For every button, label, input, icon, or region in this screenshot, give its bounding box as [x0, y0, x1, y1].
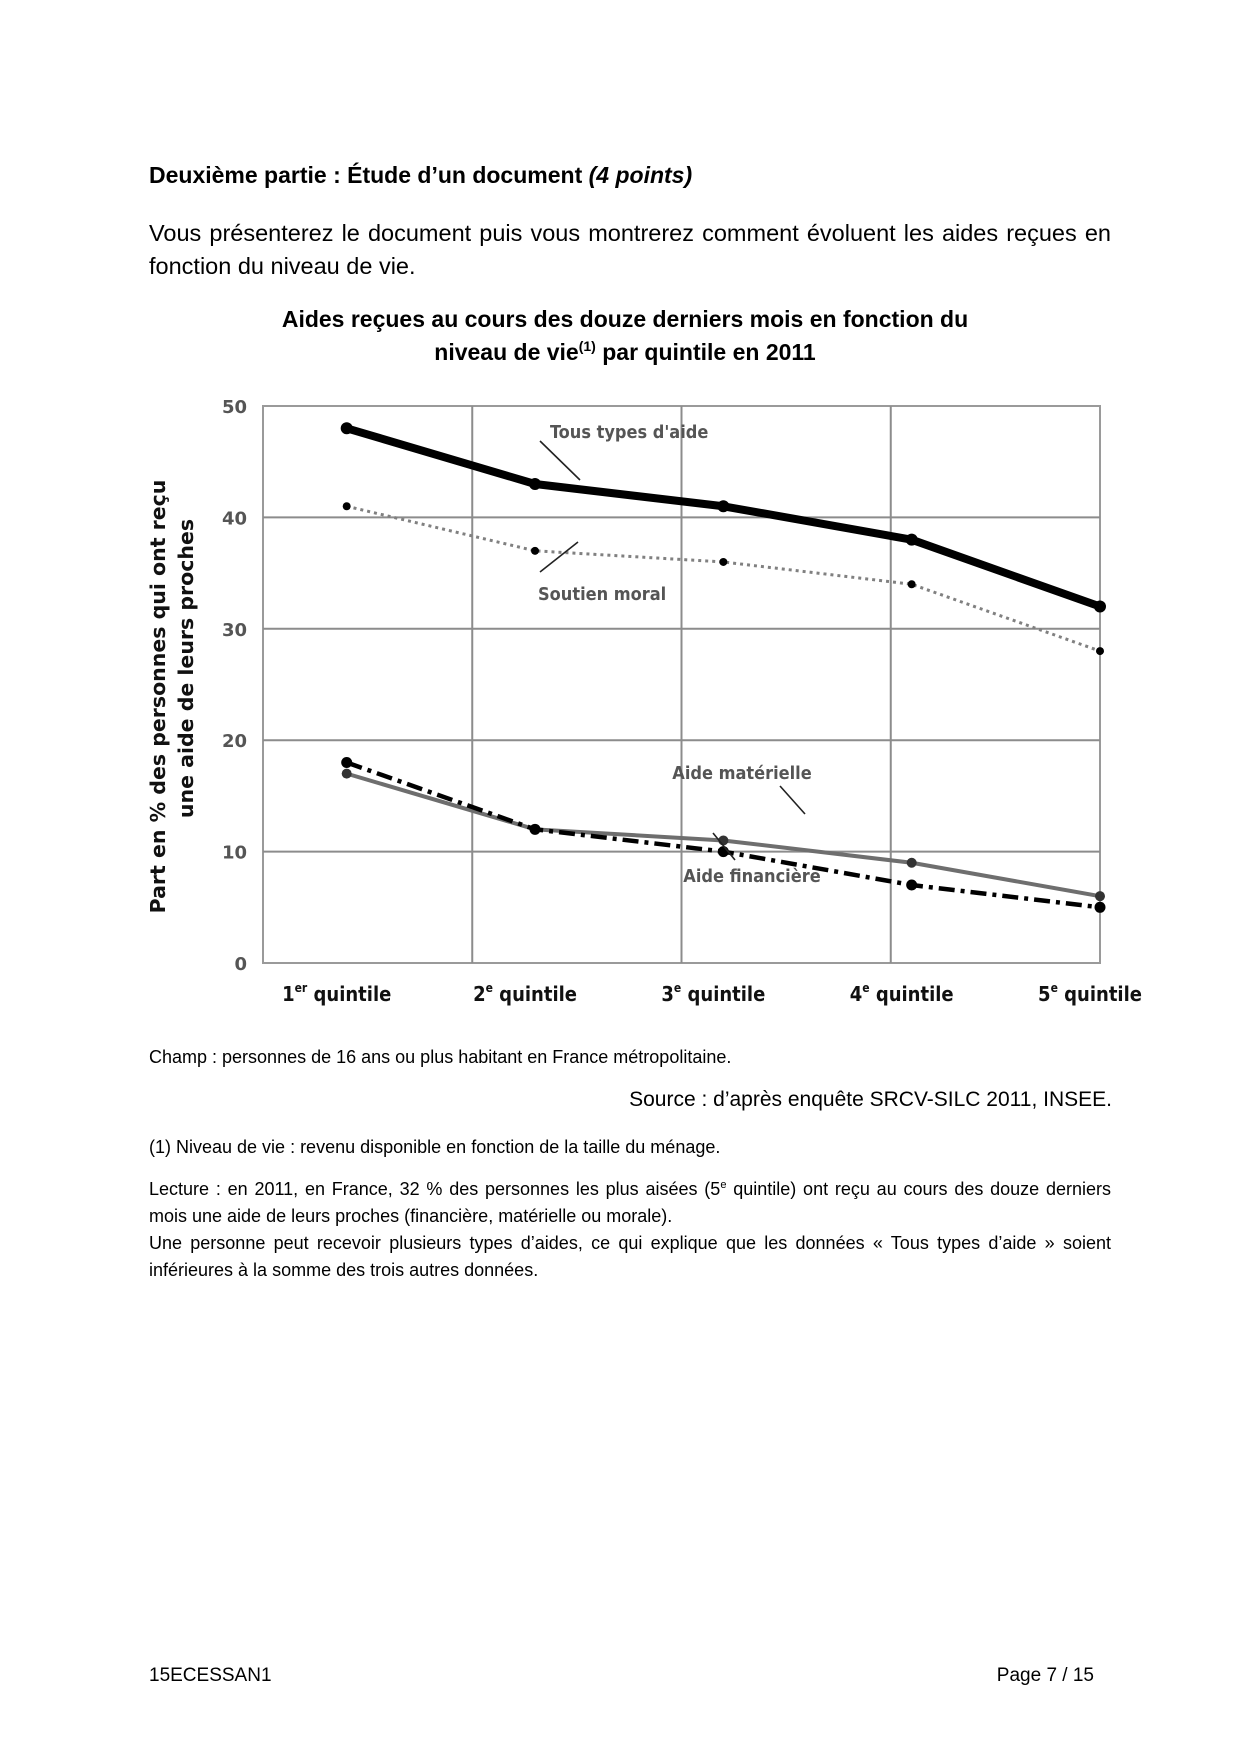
y-tick-label: 0 — [234, 954, 247, 975]
y-axis-title-line2: une aide de leurs proches — [174, 518, 198, 819]
data-point — [907, 858, 917, 868]
source-note: Source : d’après enquête SRCV-SILC 2011, INSEE. — [629, 1088, 1112, 1111]
document-title-line2-end: par quintile en 2011 — [595, 339, 816, 365]
footer-code: 15ECESSAN1 — [149, 1665, 272, 1686]
document-title — [200, 303, 1050, 369]
data-point — [530, 824, 541, 835]
y-tick-label: 30 — [221, 619, 247, 641]
data-point — [1095, 891, 1105, 901]
data-point — [1095, 902, 1106, 913]
x-tick-label: 4e quintile — [849, 981, 954, 1006]
label-aide-financiere: Aide financière — [683, 866, 821, 887]
x-tick-label: 5e quintile — [1038, 981, 1142, 1006]
section-title — [149, 162, 692, 189]
lecture-superscript: e — [720, 1179, 727, 1191]
data-point — [908, 580, 916, 588]
footer-page-number: Page 7 / 15 — [996, 1665, 1094, 1686]
x-tick-label: 2e quintile — [473, 981, 577, 1006]
x-tick-label: 1er quintile — [282, 981, 392, 1006]
label-tous-types: Tous types d'aide — [550, 422, 709, 443]
x-tick-label: 3e quintile — [661, 981, 766, 1006]
lecture-text-end: quintile) ont reçu au cours des douze derniers mois une aide de leurs proches (financière, matérielle ou morale). — [149, 1179, 1111, 1226]
data-point — [342, 769, 352, 779]
data-point — [906, 534, 918, 546]
lecture-explanation: Une personne peut recevoir plusieurs types d’aides, ce qui explique que les données « Tous types d’aide » soient inférieures à la somme des trois autres données. — [149, 1233, 1111, 1280]
y-tick-label: 50 — [221, 397, 247, 418]
data-point — [719, 558, 727, 566]
document-title-line1: Aides reçues au cours des douze derniers mois en fonction du — [281, 306, 969, 332]
data-point — [341, 422, 353, 434]
y-axis-title-line1: Part en % des personnes qui ont reçu — [146, 479, 170, 914]
data-point — [343, 502, 351, 510]
document-title-line2 — [200, 336, 1050, 369]
label-aide-materielle: Aide matérielle — [672, 763, 812, 784]
data-point — [906, 880, 917, 891]
data-point — [341, 757, 352, 768]
lecture-note — [149, 1176, 1111, 1284]
line-chart — [140, 390, 1150, 1030]
y-tick-label: 20 — [221, 731, 247, 753]
document-title-footnote-ref: (1) — [578, 338, 596, 354]
definition-note: (1) Niveau de vie : revenu disponible en fonction de la taille du ménage. — [149, 1137, 721, 1157]
instruction-text: Vous présenterez le document puis vous montrerez comment évoluent les aides reçues en fonction du niveau de vie. — [149, 220, 1111, 279]
lecture-text-start: Lecture : en 2011, en France, 32 % des personnes les plus aisées (5 — [149, 1179, 721, 1199]
data-point — [1096, 647, 1104, 655]
label-soutien-moral: Soutien moral — [538, 584, 667, 605]
document-title-line2-start: niveau de vie — [434, 339, 579, 365]
data-point — [1094, 601, 1106, 613]
y-tick-label: 10 — [221, 842, 247, 864]
data-point — [529, 478, 541, 490]
data-point — [531, 547, 539, 555]
section-title-text: Deuxième partie : Étude d’un document — [149, 162, 583, 188]
y-tick-label: 40 — [221, 508, 247, 530]
data-point — [717, 500, 729, 512]
section-points: (4 points) — [588, 162, 693, 188]
champ-note: Champ : personnes de 16 ans ou plus habitant en France métropolitaine. — [149, 1047, 732, 1067]
